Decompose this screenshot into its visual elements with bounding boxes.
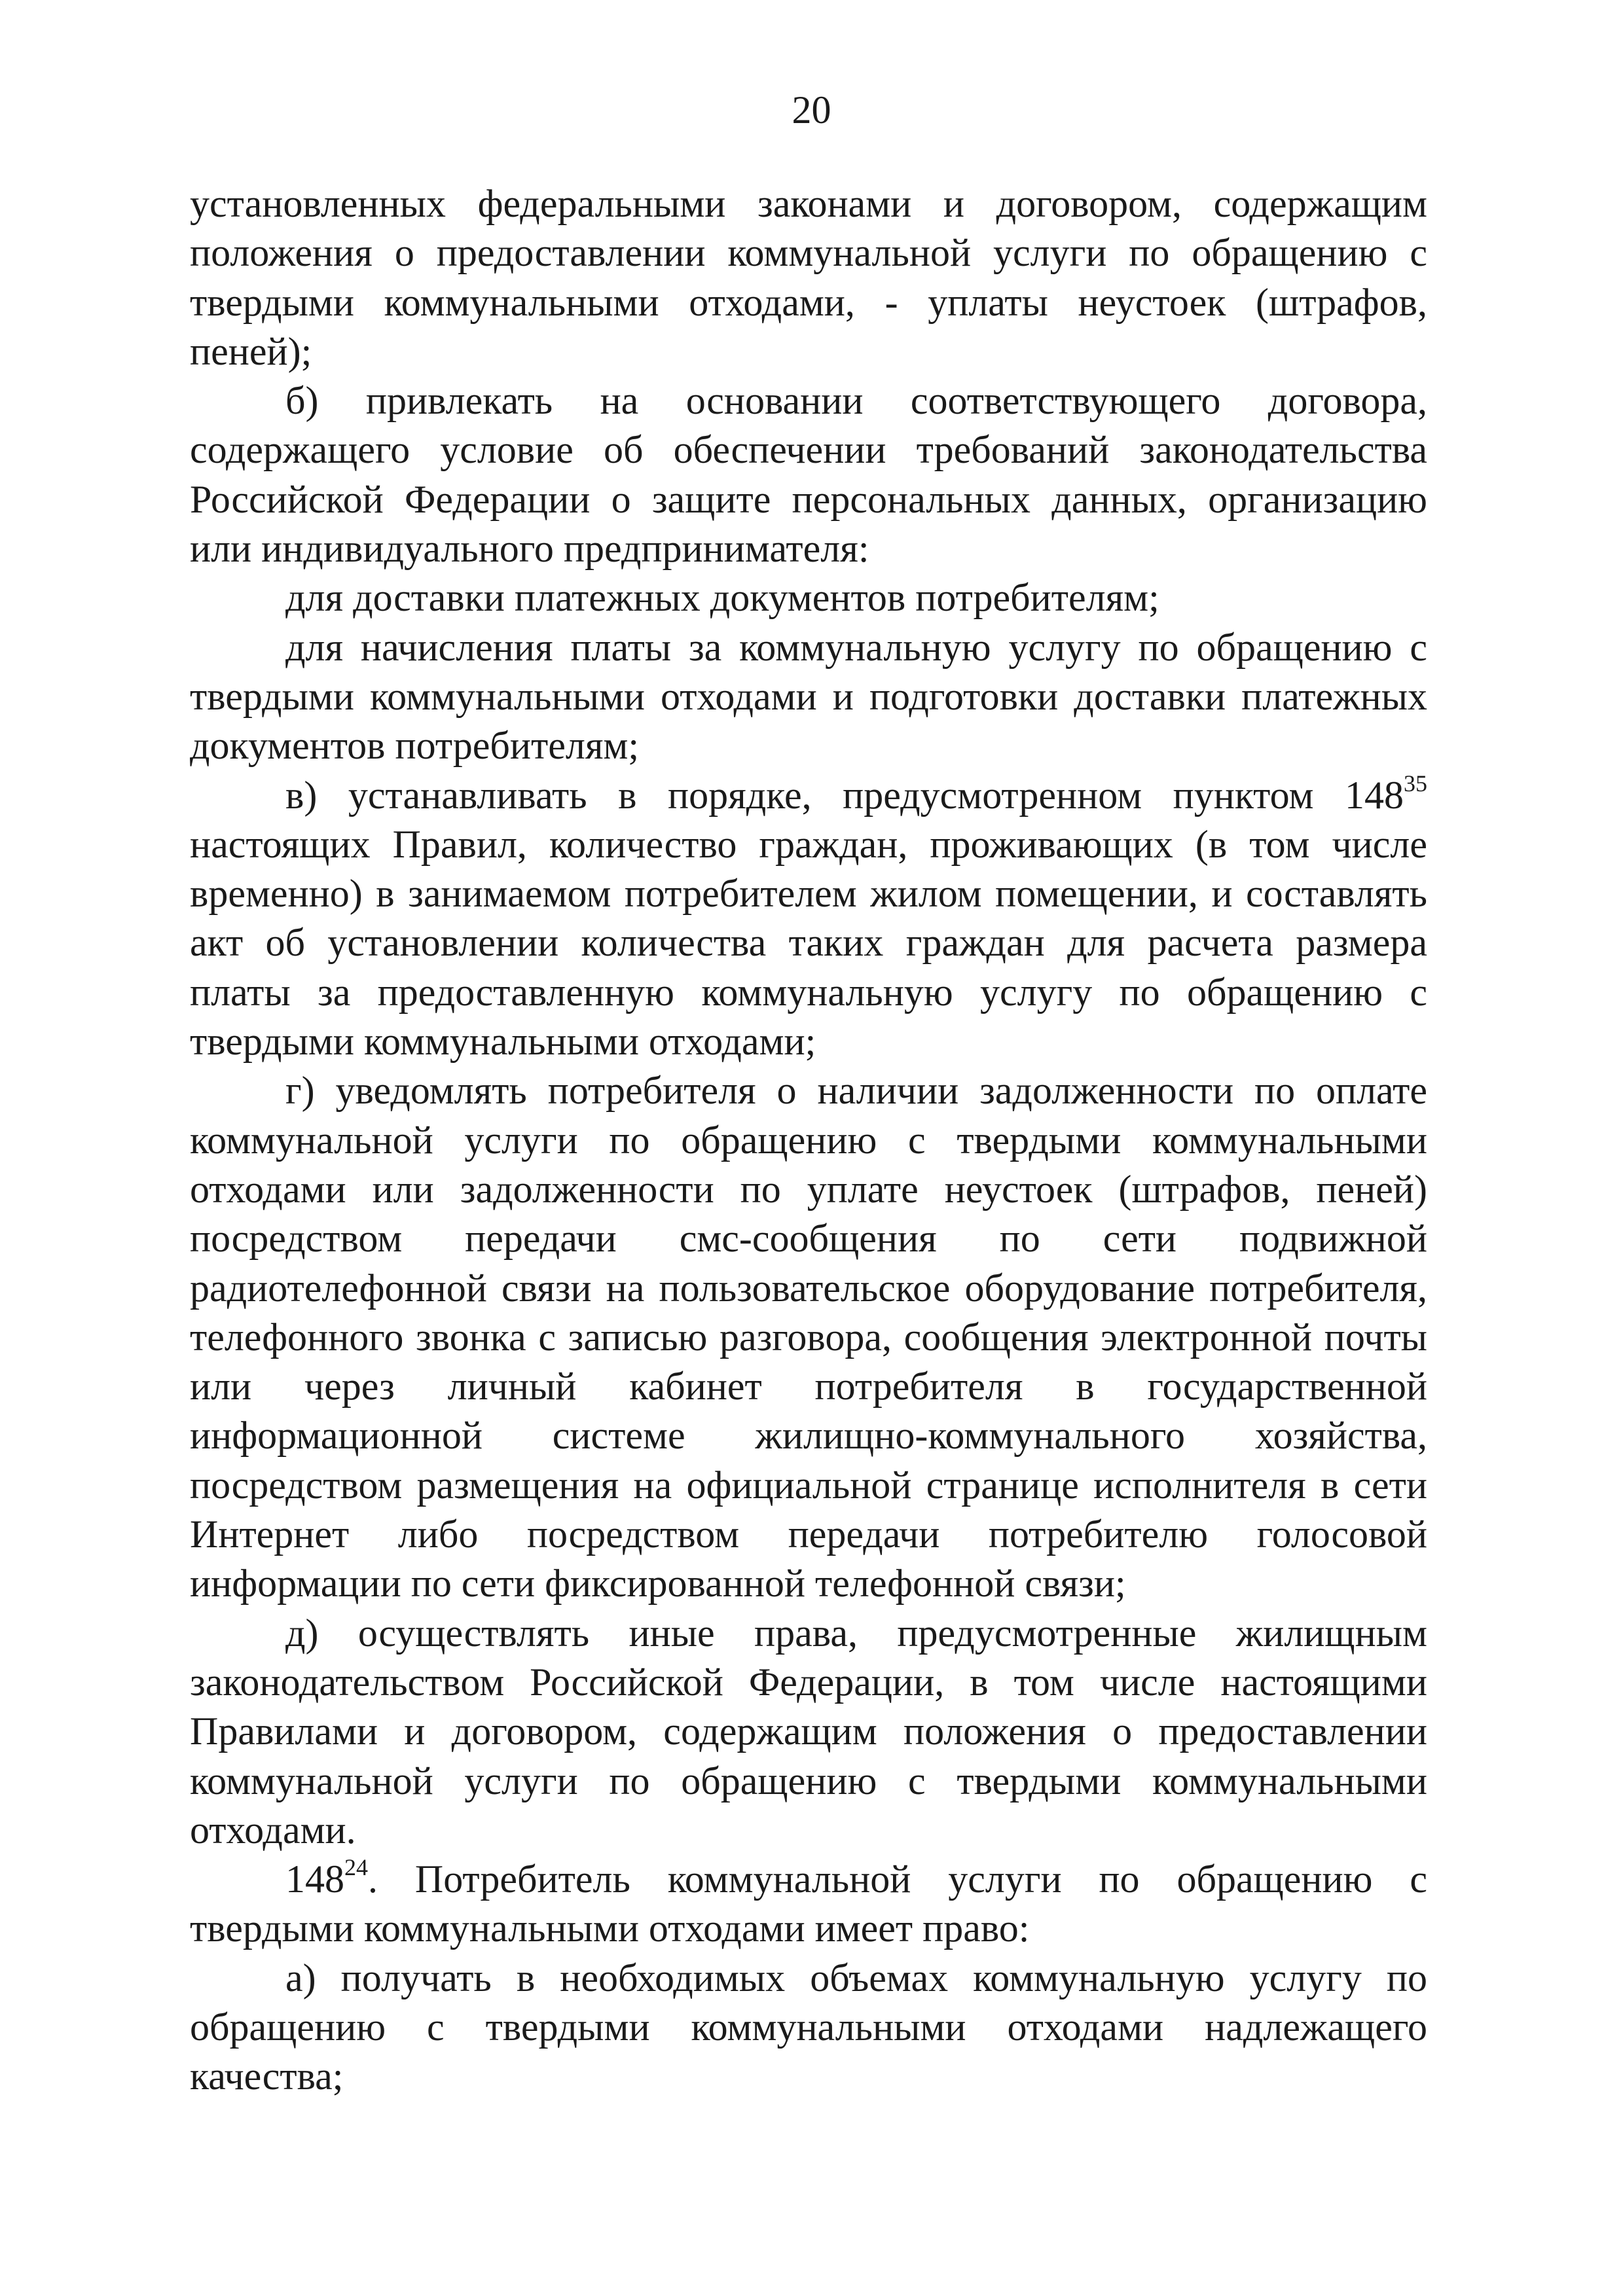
paragraph-charging: для начисления платы за коммунальную услугу по обращению с твердыми коммунальными отходами и подготовки доставки платежных документов потребителям; — [190, 625, 1427, 768]
paragraph-continuation: установленных федеральными законами и договором, содержащим положения о предоставлении коммунальной услуги по обращению с твердыми коммунальными отходами, - уплаты неустоек (штрафов, пеней); — [190, 182, 1427, 373]
paragraph-item-d: д) осуществлять иные права, предусмотренные жилищным законодательством Российской Федерации, в том числе настоящими Правилами и договором, содержащим положения о предоставлении коммунальной услуги по обращению с твердыми коммунальными отходами. — [190, 1611, 1427, 1852]
paragraph-item-g: г) уведомлять потребителя о наличии задолженности по оплате коммунальной услуги по обращению с твердыми коммунальными отходами или задолженности по уплате неустоек (штрафов, пеней) посредством передачи смс-сообщения по сети подвижной радиотелефонной связи на пользовательское оборудование потребителя, телефонного звонка с записью разговора, сообщения электронной почты или через личный кабинет потребителя в государственной информационной системе жилищно-коммунального хозяйства, посредством размещения на официальной странице исполнителя в сети Интернет либо посредством передачи потребителю голосовой информации по сети фиксированной телефонной связи; — [190, 1069, 1427, 1605]
paragraph-clause-148-24 — [190, 1855, 1427, 1954]
page-number: 20 — [792, 88, 831, 132]
item-v-superscript: 35 — [1404, 770, 1427, 797]
paragraph-item-b: б) привлекать на основании соответствующего договора, содержащего условие об обеспечении требований законодательства Российской Федерации о защите персональных данных, организацию или индивидуального предпринимателя: — [190, 379, 1427, 571]
clause-text: . Потребитель коммунальной услуги по обращению с твердыми коммунальными отходами имеет право: — [190, 1857, 1427, 1950]
paragraph-delivery: для доставки платежных документов потребителям; — [285, 576, 1159, 620]
paragraph-item-a: а) получать в необходимых объемах коммунальную услугу по обращению с твердыми коммунальными отходами надлежащего качества; — [190, 1956, 1427, 2098]
document-body — [190, 179, 1427, 2102]
clause-number: 148 — [285, 1857, 344, 1901]
item-v-text-end: настоящих Правил, количество граждан, проживающих (в том числе временно) в занимаемом потребителем жилом помещении, и составлять акт об установлении количества таких граждан для расчета размера платы за предоставленную коммунальную услугу по обращению с твердыми коммунальными отходами; — [190, 822, 1427, 1064]
clause-superscript: 24 — [344, 1854, 368, 1881]
item-v-text-start: в) устанавливать в порядке, предусмотренном пунктом 148 — [285, 773, 1404, 817]
paragraph-item-v — [190, 771, 1427, 1067]
